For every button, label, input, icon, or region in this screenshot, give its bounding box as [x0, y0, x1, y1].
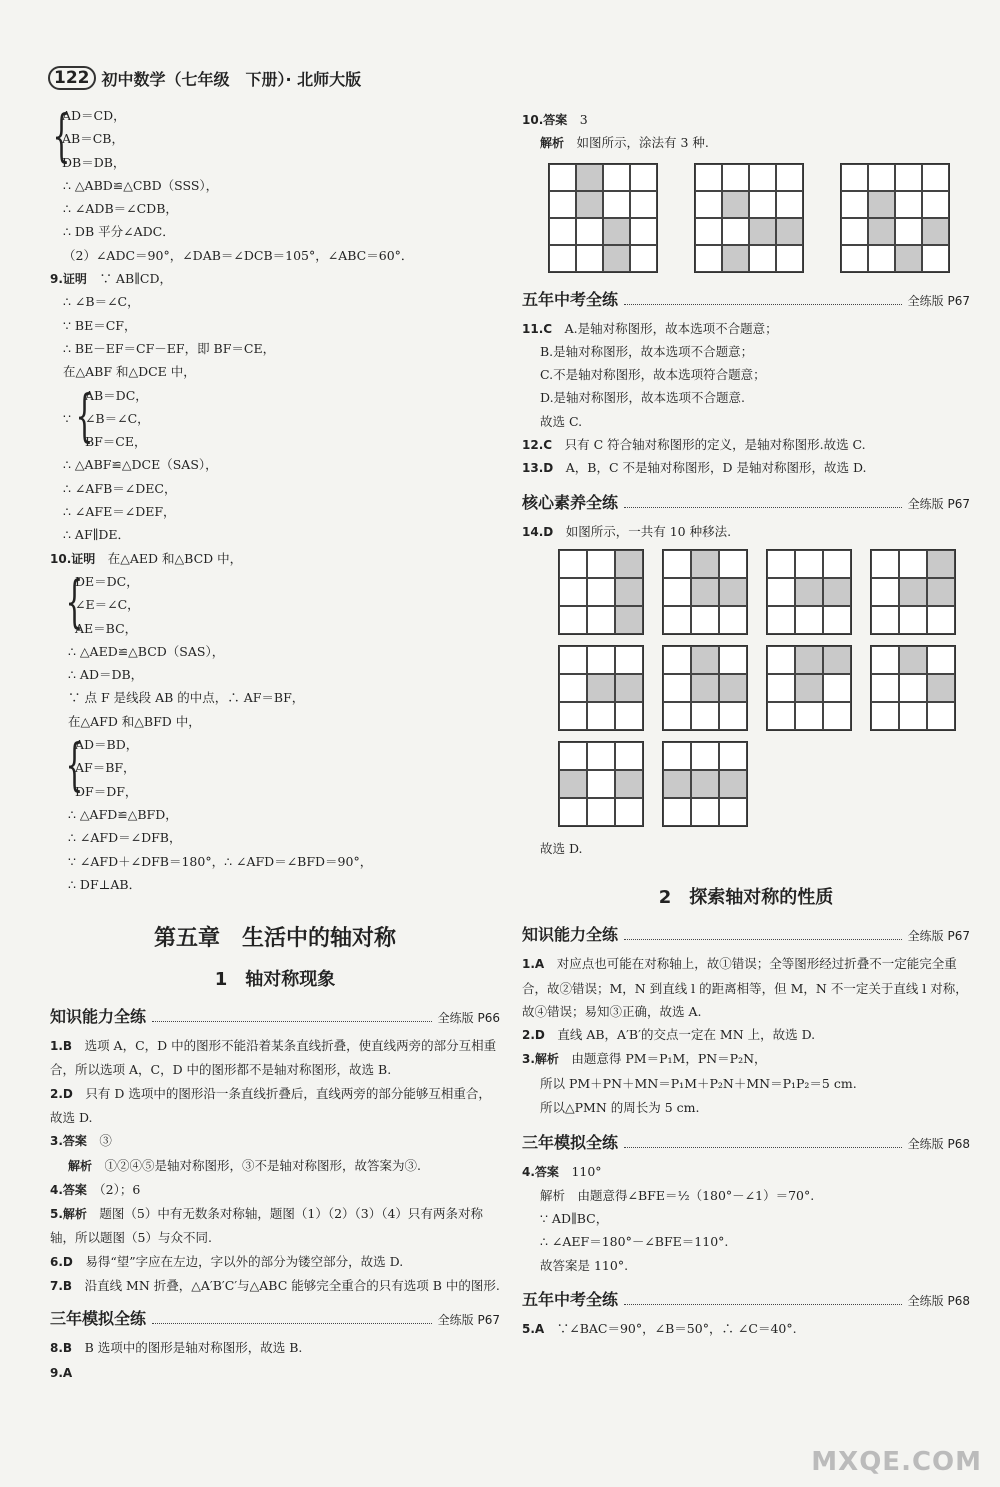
figure-grid — [662, 741, 748, 827]
figure-grids — [558, 645, 970, 731]
equation-system: ∵ { AB＝DC， ∠B＝∠C， BF＝CE， — [50, 384, 500, 454]
text-line: AF＝BF， — [75, 760, 136, 776]
text-line: ∴ BE－EF＝CF－EF，即 BF＝CE， — [63, 340, 276, 356]
equation-system: { AD＝BD， AF＝BF， DF＝DF， — [50, 733, 500, 803]
text-line: ∴ ∠AFD＝∠DFB， — [68, 830, 182, 846]
text-line: ∴ AD＝DB， — [68, 667, 144, 683]
text-line: ∴ △AFD≌△BFD， — [68, 806, 178, 822]
answer-item: 2.D 只有 D 选项中的图形沿一条直线折叠后，直线两旁的部分能够互相重合，故选 D. — [50, 1085, 491, 1125]
text-line: ∴ AF∥DE． — [63, 527, 131, 543]
answer-item: 2.D 直线 AB，A′B′的交点一定在 MN 上，故选 D. — [522, 1027, 816, 1043]
text-line: D.是轴对称图形，故本选项不合题意. — [540, 390, 746, 406]
figure-grid — [558, 645, 644, 731]
text-line: 在△ABF 和△DCE 中， — [63, 364, 196, 380]
text-line: ∵ AD∥BC， — [540, 1210, 609, 1226]
left-column: { AD＝CD， AB＝CB， DB＝DB， ∴ △ABD≌△CBD（SSS）， ∴ ∠ADB＝∠CDB， ∴ DB 平分∠ADC． （2）∠ADC＝90°，∠DAB＝∠DCB＝105°，∠ABC＝60°． 9.证明 ∵ AB∥CD， ∴ ∠B＝∠C， ∵ BE＝CF， ∴ BE－EF＝CF－EF，即 BF＝CE， 在△ABF 和△DCE 中， ∵ { AB＝DC， ∠B＝∠C， BF＝CE， ∴ △ABF≌△DCE（SAS）， ∴ ∠AFB＝∠DEC， ∴ ∠AFE＝∠DEF， ∴ AF∥DE． 10.证明 在△AED 和△BCD 中， { DE＝DC， ∠E＝∠C， AE＝BC， ∴ △AED≌△BCD（SAS）， ∴ AD＝DB， ∵ 点 F 是线段 AB 的中点，∴ AF＝BF， 在△AFD 和△BFD 中， { AD＝BD， AF＝BF， DF＝DF， ∴ △AFD≌△BFD， ∴ ∠AFD＝∠DFB， ∵ ∠AFD＋∠DFB＝180°，∴ ∠AFD＝∠BFD＝90°， ∴ DF⊥AB． 第五章 生活中的轴对称 1 轴对称现象 知识能力全练 全练版 P66 1.B 选项 A，C，D 中的图形不能沿着某条直线折叠，使直线两旁的部分互相重合，所以选项 A，C，D 中的图形都不是轴对称图形，故选 B. 2.D 只有 D 选项中的图形沿一条直线折叠后，直线两旁的部分能够互相重合，故选 D. 3.答案 ③ 解析 ①②④⑤是轴对称图形，③不是轴对称图形，故答案为③. 4.答案 （2）；6 5.解析 题图（5）中有无数条对称轴，题图（1）（2）（3）（4）只有两条对称轴，所以题图（5）与众不同. 6.D 易得“望”字应在左边，字以外的部分为镂空部分，故选 D. 7.B 沿直线 MN 折叠，△A′B′C′与△ABC 能够完全重合的只有选项 B 中的图形. 三年模拟全练 全练版 P67 8.B B 选项中的图形是轴对称图形，故选 B. 9.A — [50, 104, 500, 1385]
section-header: 三年模拟全练 全练版 P68 — [522, 1133, 970, 1153]
figure-grid — [558, 549, 644, 635]
answer-item: 3.解析 由题意得 PM＝P₁M，PN＝P₂N， — [522, 1051, 767, 1067]
text-line: ∴ DF⊥AB． — [68, 876, 142, 892]
answer-item: 8.B B 选项中的图形是轴对称图形，故选 B. — [50, 1340, 303, 1356]
figure-grid — [662, 645, 748, 731]
text-line: AD＝CD， — [62, 108, 126, 123]
book-title: 初中数学（七年级 下册）· 北师大版 — [101, 69, 362, 89]
text-line: BF＝CE， — [84, 434, 147, 450]
answer-item: 解析 ①②④⑤是轴对称图形，③不是轴对称图形，故答案为③. — [68, 1157, 421, 1173]
equation-system: { AD＝CD， AB＝CB， DB＝DB， — [50, 104, 500, 174]
text-line: （2）∠ADC＝90°，∠DAB＝∠DCB＝105°，∠ABC＝60°． — [63, 247, 414, 263]
figure-grid — [840, 163, 950, 273]
section-header: 核心素养全练 全练版 P67 — [522, 492, 970, 512]
figure-grid — [548, 163, 658, 273]
text-line: DF＝DF， — [75, 783, 138, 799]
text-line: ∠E＝∠C， — [75, 597, 140, 613]
section-title: 2 探索轴对称的性质 — [658, 887, 834, 909]
q10-label: 10.证明 — [50, 551, 96, 566]
text-line: ∴ ∠AEF＝180°－∠BFE＝110°. — [540, 1234, 729, 1250]
section-header: 五年中考全练 全练版 P67 — [522, 289, 970, 309]
text-line: DB＝DB， — [62, 154, 126, 170]
page-number: 122 — [48, 66, 96, 90]
figure-grid — [558, 741, 644, 827]
chapter-title: 第五章 生活中的轴对称 — [153, 926, 396, 952]
answer-item: 3.答案 ③ — [50, 1133, 112, 1149]
figure-grids — [558, 741, 970, 827]
right-column: 10.答案 3 解析 如图所示，涂法有 3 种. 五年中考全练 全练版 P67 11.C A.是轴对称图形，故本选项不合题意； B.是轴对称图形，故本选项不合题意； C.不是轴对称图形，故本选项符合题意； D.是轴对称图形，故本选项不合题意. 故选 C. 12.C 只有 C 符合轴对称图形的定义，是轴对称图形.故选 C. 13.D A，B，C 不是轴对称图形，D 是轴对称图形，故选 D. 核心素养全练 全练版 P67 14.D 如图所示，一共有 10 种移法. 故选 D. 2 探索轴对称的性质 知识能力全练 全练版 P67 1.A 对应点也可能在对称轴上，故①错误；全等图形经过折叠不一定能完全重合，故②错误；M，N 到直线 l 的距离相等，但 M，N 不一定关于直线 l 对称，故④错误；易知③正确，故选 A. 2.D 直线 AB，A′B′的交点一定在 MN 上，故选 D. 3.解析 由题意得 PM＝P₁M，PN＝P₂N， 所以 PM＋PN＋MN＝P₁M＋P₂N＋MN＝P₁P₂＝5 cm. 所以△PMN 的周长为 5 cm. 三年模拟全练 全练版 P68 4.答案 110° 解析 由题意得∠BFE＝½（180°－∠1）＝70°. ∵ AD∥BC， ∴ ∠AEF＝180°－∠BFE＝110°. 故答案是 110°. 五年中考全练 全练版 P68 5.A ∵∠BAC＝90°，∠B＝50°，∴ ∠C＝40°. — [522, 112, 970, 1336]
answer-item: 所以 PM＋PN＋MN＝P₁M＋P₂N＋MN＝P₁P₂＝5 cm. — [540, 1075, 857, 1091]
figure-grids — [548, 163, 970, 273]
section-header: 五年中考全练 全练版 P68 — [522, 1289, 970, 1309]
answer-item: 6.D 易得“望”字应在左边，字以外的部分为镂空部分，故选 D. — [50, 1253, 404, 1269]
text-line: B.是轴对称图形，故本选项不合题意； — [540, 343, 754, 359]
figure-grid — [870, 645, 956, 731]
text-line: AD＝BD， — [75, 737, 139, 753]
text-line: ∠B＝∠C， — [84, 410, 150, 426]
answer-item: 5.解析 题图（5）中有无数条对称轴，题图（1）（2）（3）（4）只有两条对称轴，所以题图（5）与众不同. — [50, 1206, 483, 1246]
q9-label: 9.证明 — [50, 272, 87, 287]
section-header: 三年模拟全练 全练版 P67 — [50, 1309, 500, 1329]
answer-item: 所以△PMN 的周长为 5 cm. — [540, 1100, 700, 1116]
answer-item: 1.B 选项 A，C，D 中的图形不能沿着某条直线折叠，使直线两旁的部分互相重合，所以选项 A，C，D 中的图形都不是轴对称图形，故选 B. — [50, 1038, 497, 1078]
text-line: ∴ △ABF≌△DCE（SAS）， — [63, 457, 218, 473]
text-line: ∴ ∠B＝∠C， — [63, 294, 140, 310]
text-line: C.不是轴对称图形，故本选项符合题意； — [540, 367, 766, 383]
section-header: 知识能力全练 全练版 P66 — [50, 1007, 500, 1027]
figure-grid — [662, 549, 748, 635]
equation-system: { DE＝DC， ∠E＝∠C， AE＝BC， — [50, 570, 500, 640]
text-line: ∴ DB 平分∠ADC． — [63, 224, 175, 240]
answer-item: 1.A 对应点也可能在对称轴上，故①错误；全等图形经过折叠不一定能完全重合，故②错误；M，N 到直线 l 的距离相等，但 M，N 不一定关于直线 l 对称，故④错误；易知③正确，故选 A. — [522, 956, 968, 1019]
watermark: MXQE.COM — [811, 1447, 982, 1477]
page-header — [48, 64, 361, 92]
text-line: ∵ BE＝CF， — [63, 317, 137, 333]
figure-grids — [558, 549, 970, 635]
text-line: ∵ ∠AFD＋∠DFB＝180°，∴ ∠AFD＝∠BFD＝90°， — [68, 853, 373, 869]
text-line: AE＝BC， — [75, 620, 138, 636]
text-line: 故选 C. — [540, 413, 583, 429]
figure-grid — [694, 163, 804, 273]
text-line: 解析 由题意得∠BFE＝½（180°－∠1）＝70°. — [540, 1187, 815, 1203]
text-line: AB＝DC， — [84, 387, 148, 403]
section-title: 1 轴对称现象 — [214, 969, 336, 991]
answer-item: 4.答案 （2）；6 — [50, 1181, 141, 1197]
figure-grid — [870, 549, 956, 635]
figure-grid — [766, 549, 852, 635]
text-line: ∴ ∠AFB＝∠DEC， — [63, 480, 177, 496]
answer-item: 9.A — [50, 1365, 73, 1380]
text-line: 在△AFD 和△BFD 中， — [68, 713, 201, 729]
section-header: 知识能力全练 全练版 P67 — [522, 925, 970, 945]
text-line: ∴ ∠ADB＝∠CDB， — [63, 201, 178, 217]
text-line: DE＝DC， — [75, 573, 139, 589]
figure-grid — [766, 645, 852, 731]
text-line: ∴ ∠AFE＝∠DEF， — [63, 504, 176, 520]
answer-item: 7.B 沿直线 MN 折叠，△A′B′C′与△ABC 能够完全重合的只有选项 B 中的图形. — [50, 1278, 500, 1294]
text-line: ∴ △ABD≌△CBD（SSS）， — [63, 177, 219, 193]
text-line: 故答案是 110°. — [540, 1257, 629, 1273]
text-line: ∴ △AED≌△BCD（SAS）， — [68, 643, 225, 659]
text-line: AB＝CB， — [62, 131, 124, 147]
text-line: ∵ 点 F 是线段 AB 的中点，∴ AF＝BF， — [68, 690, 305, 706]
